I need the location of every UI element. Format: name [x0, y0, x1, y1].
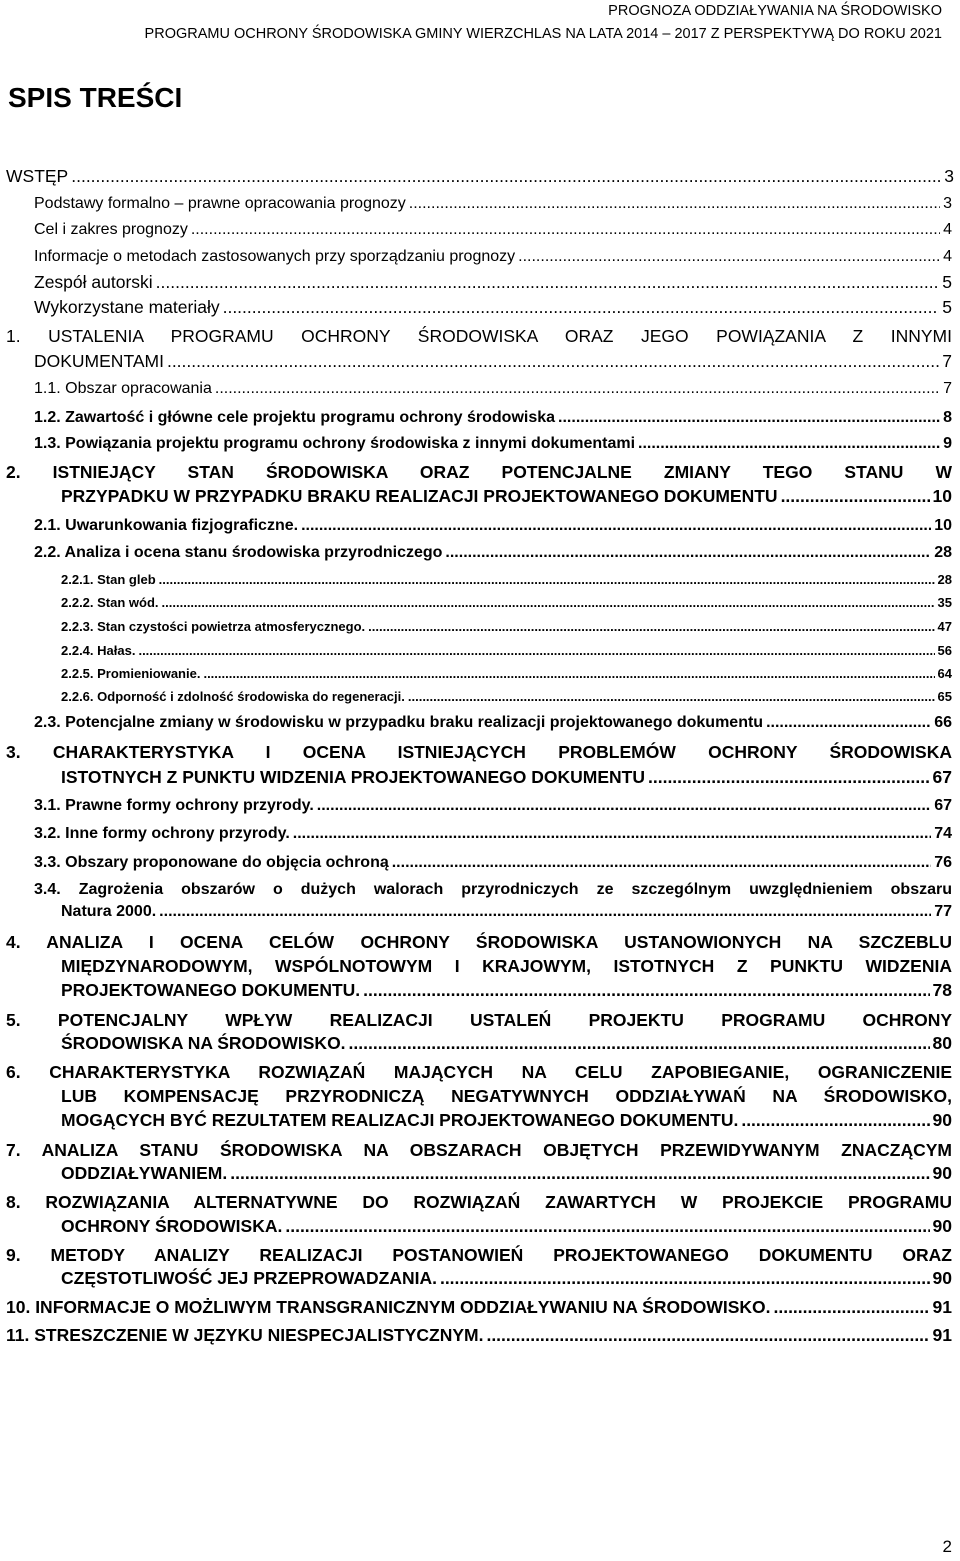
- toc-entry-text: 2.2.3. Stan czystości powietrza atmosferycznego.: [61, 619, 366, 634]
- toc-page-number: 90: [932, 1110, 952, 1130]
- toc-chapter-4[interactable]: [61, 980, 952, 1000]
- toc-chapter-1-line1[interactable]: 1. USTALENIA PROGRAMU OCHRONY ŚRODOWISKA ORAZ JEGO POWIĄZANIA Z INNYMI: [6, 326, 952, 346]
- leader-dots: [392, 853, 931, 873]
- leader-dots: [167, 351, 939, 371]
- leader-dots: [518, 247, 940, 267]
- leader-dots: [781, 486, 930, 506]
- toc-page-number: 3: [943, 195, 952, 212]
- toc-entry-1-3[interactable]: [34, 434, 952, 454]
- toc-entry-text: 1.1. Obszar opracowania: [34, 380, 212, 397]
- toc-page-number: 5: [942, 272, 952, 292]
- toc-chapter-8[interactable]: [61, 1216, 952, 1236]
- toc-entry-text: 1.3. Powiązania projektu programu ochrony środowiska z innymi dokumentami: [34, 435, 636, 452]
- toc-entry-2-2-2[interactable]: [61, 595, 952, 611]
- toc-entry-text: ISTOTNYCH Z PUNKTU WIDZENIA PROJEKTOWANEGO DOKUMENTU: [61, 767, 645, 787]
- toc-chapter-2[interactable]: [61, 486, 952, 506]
- toc-chapter-4-line2[interactable]: MIĘDZYNARODOWYM, WSPÓLNOTOWYM I KRAJOWYM, ISTOTNYCH Z PUNKTU WIDZENIA: [61, 956, 952, 976]
- toc-entry-1-2[interactable]: [34, 408, 952, 428]
- toc-page-number: 90: [932, 1216, 952, 1236]
- toc-page-number: 47: [937, 619, 952, 634]
- toc-page-number: 28: [937, 572, 952, 587]
- leader-dots: [293, 824, 931, 844]
- leader-dots: [741, 1110, 929, 1130]
- toc-chapter-6[interactable]: [61, 1110, 952, 1130]
- leader-dots: [766, 713, 931, 733]
- toc-entry-text: Natura 2000.: [61, 903, 157, 920]
- leader-dots: [301, 516, 931, 536]
- toc-entry-text: 2.2.5. Promieniowanie.: [61, 666, 201, 681]
- toc-entry-text: WSTĘP: [6, 166, 69, 186]
- leader-dots: [71, 166, 941, 186]
- toc-page-number: 91: [932, 1325, 952, 1345]
- toc-page-number: 4: [943, 248, 952, 265]
- toc-entry-text: 3.2. Inne formy ochrony przyrody.: [34, 825, 290, 842]
- leader-dots: [409, 194, 940, 214]
- toc-entry-text: PROJEKTOWANEGO DOKUMENTU.: [61, 980, 361, 1000]
- leader-dots: [558, 408, 940, 428]
- toc-page-number: 10: [932, 486, 952, 506]
- toc-entry-text: 2.1. Uwarunkowania fizjograficzne.: [34, 517, 299, 534]
- toc-entry-3-4-line1[interactable]: 3.4. Zagrożenia obszarów o dużych walorach przyrodniczych ze szczególnym uwzględnieniem obszaru: [34, 881, 952, 898]
- leader-dots: [363, 980, 929, 1000]
- toc-chapter-1[interactable]: [34, 351, 952, 371]
- toc-chapter-6-line1[interactable]: 6. CHARAKTERYSTYKA ROZWIĄZAŃ MAJĄCYCH NA CELU ZAPOBIEGANIE, OGRANICZENIE: [6, 1062, 952, 1082]
- toc-page-number: 64: [937, 666, 952, 681]
- toc-entry-text: Informacje o metodach zastosowanych przy sporządzaniu prognozy: [34, 248, 516, 265]
- toc-page-number: 74: [934, 825, 952, 842]
- page-number: 2: [942, 1537, 952, 1556]
- toc-entry-text: 3.1. Prawne formy ochrony przyrody.: [34, 797, 314, 814]
- toc-entry-3-4[interactable]: [61, 902, 952, 922]
- leader-dots: [408, 689, 935, 705]
- toc-entry-text: Cel i zakres prognozy: [34, 221, 188, 238]
- leader-dots: [215, 379, 940, 399]
- toc-chapter-3-line1[interactable]: 3. CHARAKTERYSTYKA I OCENA ISTNIEJĄCYCH PROBLEMÓW OCHRONY ŚRODOWISKA: [6, 742, 952, 762]
- toc-entry-text: 11. STRESZCZENIE W JĘZYKU NIESPECJALISTYCZNYM.: [6, 1325, 484, 1345]
- toc-page-number: 7: [943, 380, 952, 397]
- page-title: SPIS TREŚCI: [8, 82, 183, 113]
- toc-page-number: 91: [932, 1297, 952, 1317]
- running-header-title: PROGNOZA ODDZIAŁYWANIA NA ŚRODOWISKO: [608, 3, 942, 19]
- toc-entry-text: ODDZIAŁYWANIEM.: [61, 1163, 228, 1183]
- toc-entry-cel[interactable]: [34, 220, 952, 240]
- toc-entry-text: MOGĄCYCH BYĆ REZULTATEM REALIZACJI PROJEKTOWANEGO DOKUMENTU.: [61, 1110, 739, 1130]
- leader-dots: [773, 1297, 929, 1317]
- toc-chapter-8-line1[interactable]: 8. ROZWIĄZANIA ALTERNATYWNE DO ROZWIĄZAŃ ZAWARTYCH W PROJEKCIE PROGRAMU: [6, 1192, 952, 1212]
- toc-entry-informacje[interactable]: [34, 247, 952, 267]
- toc-entry-2-2-6[interactable]: [61, 689, 952, 705]
- toc-entry-3-2[interactable]: [34, 824, 952, 844]
- toc-entry-wstep[interactable]: [6, 166, 954, 186]
- toc-entry-text: 3.3. Obszary proponowane do objęcia ochroną: [34, 854, 389, 871]
- toc-entry-text: 2.2.1. Stan gleb: [61, 572, 156, 587]
- toc-entry-text: Podstawy formalno – prawne opracowania prognozy: [34, 195, 406, 212]
- toc-chapter-5-line1[interactable]: 5. POTENCJALNY WPŁYW REALIZACJI USTALEŃ PROJEKTU PROGRAMU OCHRONY: [6, 1010, 952, 1030]
- toc-entry-2-2[interactable]: [34, 543, 952, 563]
- toc-page-number: 90: [932, 1163, 952, 1183]
- toc-entry-text: PRZYPADKU W PRZYPADKU BRAKU REALIZACJI PROJEKTOWANEGO DOKUMENTU: [61, 486, 778, 506]
- toc-chapter-10[interactable]: [6, 1297, 952, 1317]
- toc-entry-materialy[interactable]: [34, 297, 952, 317]
- toc-page-number: 3: [944, 166, 954, 186]
- toc-chapter-6-line2[interactable]: LUB KOMPENSACJĘ PRZYRODNICZĄ NEGATYWNYCH ODDZIAŁYWAŃ NA ŚRODOWISKO,: [61, 1086, 952, 1106]
- toc-entry-text: CZĘSTOTLIWOŚĆ JEJ PRZEPROWADZANIA.: [61, 1268, 437, 1288]
- toc-entry-3-1[interactable]: [34, 796, 952, 816]
- leader-dots: [638, 434, 940, 454]
- toc-page-number: 80: [932, 1033, 952, 1053]
- toc-chapter-3[interactable]: [61, 767, 952, 787]
- leader-dots: [368, 619, 934, 635]
- leader-dots: [162, 595, 935, 611]
- toc-entry-3-3[interactable]: [34, 853, 952, 873]
- leader-dots: [486, 1325, 929, 1345]
- toc-chapter-7[interactable]: [61, 1163, 952, 1183]
- leader-dots: [648, 767, 930, 787]
- leader-dots: [285, 1216, 929, 1236]
- toc-chapter-2-line1[interactable]: 2. ISTNIEJĄCY STAN ŚRODOWISKA ORAZ POTENCJALNE ZMIANY TEGO STANU W: [6, 462, 952, 482]
- toc-entry-text: ŚRODOWISKA NA ŚRODOWISKO.: [61, 1033, 346, 1053]
- toc-page-number: 5: [942, 297, 952, 317]
- leader-dots: [317, 796, 931, 816]
- toc-entry-text: 2.3. Potencjalne zmiany w środowisku w przypadku braku realizacji projektowanego dokumentu: [34, 714, 764, 731]
- toc-entry-text: Zespół autorski: [34, 272, 153, 292]
- toc-entry-zespol[interactable]: [34, 272, 952, 292]
- toc-entry-2-2-1[interactable]: [61, 572, 952, 588]
- toc-page-number: 76: [934, 854, 952, 871]
- leader-dots: [203, 666, 934, 682]
- toc-chapter-7-line1[interactable]: 7. ANALIZA STANU ŚRODOWISKA NA OBSZARACH OBJĘTYCH PRZEWIDYWANYM ZNACZĄCYM: [6, 1140, 952, 1160]
- leader-dots: [191, 220, 940, 240]
- toc-page-number: 7: [942, 351, 952, 371]
- leader-dots: [159, 572, 935, 588]
- toc-entry-text: OCHRONY ŚRODOWISKA.: [61, 1216, 283, 1236]
- toc-page-number: 10: [934, 517, 952, 534]
- leader-dots: [159, 902, 931, 922]
- leader-dots: [230, 1163, 929, 1183]
- toc-entry-2-3[interactable]: [34, 713, 952, 733]
- toc-entry-text: 1.2. Zawartość i główne cele projektu programu ochrony środowiska: [34, 409, 556, 426]
- leader-dots: [445, 543, 931, 563]
- toc-page-number: 35: [937, 595, 952, 610]
- toc-entry-text: 2.2.2. Stan wód.: [61, 595, 159, 610]
- toc-chapter-5[interactable]: [61, 1033, 952, 1053]
- toc-entry-text: DOKUMENTAMI: [34, 351, 164, 371]
- toc-entry-text: 2.2.4. Hałas.: [61, 643, 136, 658]
- toc-page-number: 4: [943, 221, 952, 238]
- toc-entry-2-1[interactable]: [34, 516, 952, 536]
- toc-chapter-9-line1[interactable]: 9. METODY ANALIZY REALIZACJI POSTANOWIEŃ PROJEKTOWANEGO DOKUMENTU ORAZ: [6, 1245, 952, 1265]
- toc-page-number: 28: [934, 544, 952, 561]
- leader-dots: [349, 1033, 930, 1053]
- leader-dots: [156, 272, 940, 292]
- toc-page-number: 77: [934, 903, 952, 920]
- toc-page-number: 9: [943, 435, 952, 452]
- toc-page-number: 67: [934, 797, 952, 814]
- toc-entry-2-2-3[interactable]: [61, 619, 952, 635]
- toc-page-number: 8: [943, 409, 952, 426]
- toc-entry-text: 10. INFORMACJE O MOŻLIWYM TRANSGRANICZNYM ODDZIAŁYWANIU NA ŚRODOWISKO.: [6, 1297, 771, 1317]
- toc-chapter-11[interactable]: [6, 1325, 952, 1345]
- running-header-subtitle: PROGRAMU OCHRONY ŚRODOWISKA GMINY WIERZCHLAS NA LATA 2014 – 2017 Z PERSPEKTYWĄ DO ROKU 2021: [144, 26, 942, 42]
- toc-page-number: 56: [937, 643, 952, 658]
- toc-entry-2-2-5[interactable]: [61, 666, 952, 682]
- toc-entry-text: Wykorzystane materiały: [34, 297, 220, 317]
- leader-dots: [440, 1268, 930, 1288]
- toc-page-number: 67: [932, 767, 952, 787]
- leader-dots: [223, 297, 940, 317]
- toc-page-number: 90: [932, 1268, 952, 1288]
- toc-page-number: 78: [932, 980, 952, 1000]
- toc-chapter-9[interactable]: [61, 1268, 952, 1288]
- toc-entry-text: 2.2.6. Odporność i zdolność środowiska do regeneracji.: [61, 689, 405, 704]
- toc-entry-text: 2.2. Analiza i ocena stanu środowiska przyrodniczego: [34, 544, 443, 561]
- leader-dots: [138, 643, 934, 659]
- toc-page-number: 65: [937, 689, 952, 704]
- toc-chapter-4-line1[interactable]: 4. ANALIZA I OCENA CELÓW OCHRONY ŚRODOWISKA USTANOWIONYCH NA SZCZEBLU: [6, 932, 952, 952]
- toc-entry-2-2-4[interactable]: [61, 643, 952, 659]
- toc-entry-podstawy[interactable]: [34, 194, 952, 214]
- toc-entry-1-1[interactable]: [34, 379, 952, 399]
- toc-page-number: 66: [934, 714, 952, 731]
